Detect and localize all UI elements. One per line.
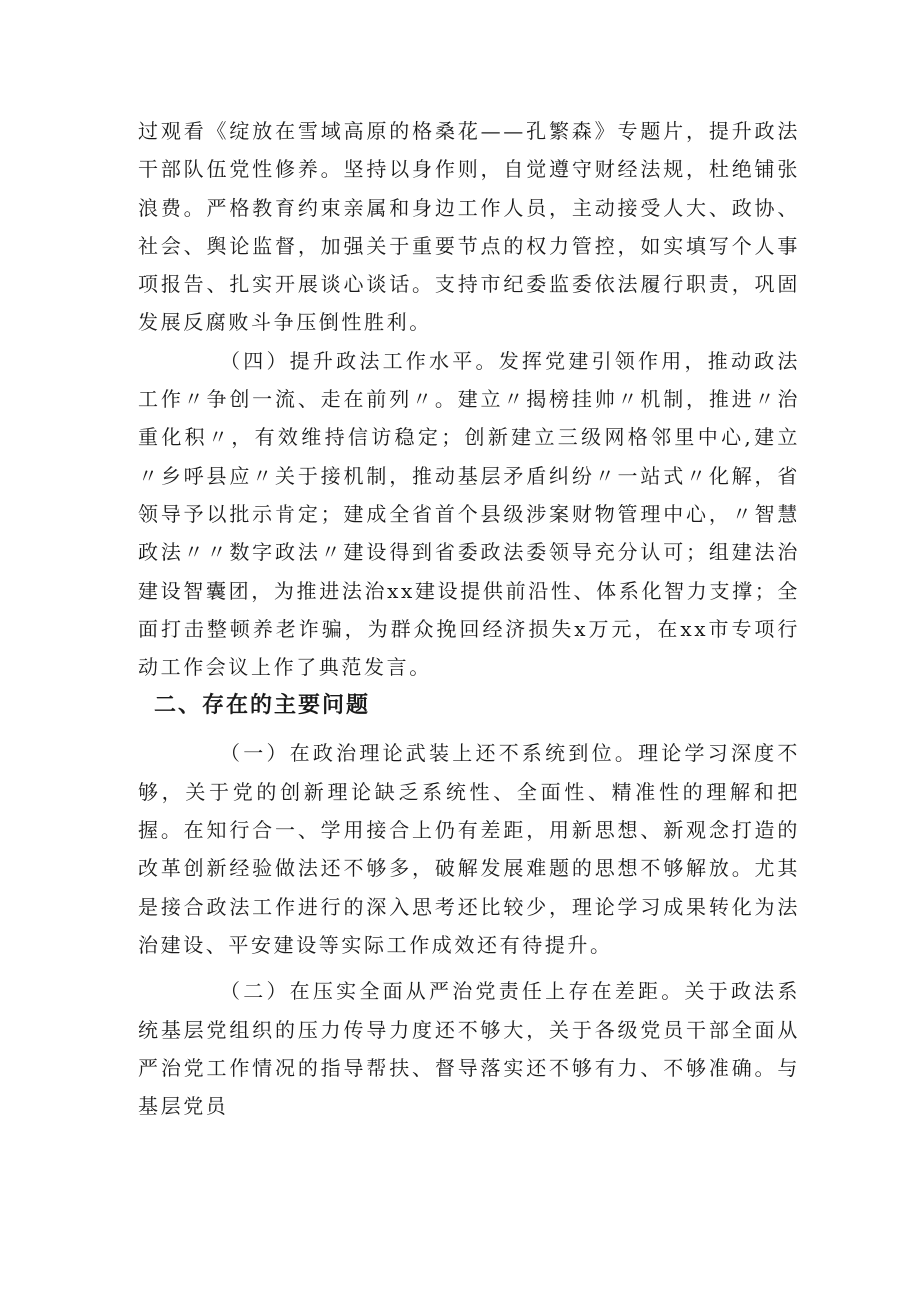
document-page [138, 112, 800, 1125]
section-heading: 二、存在的主要问题 [154, 693, 371, 719]
paragraph-problem-one: （一）在政治理论武装上还不系统到位。理论学习深度不够，关于党的创新理论缺乏系统性、全面性、精准性的理解和把握。在知行合一、学用接合上仍有差距，用新思想、新观念打造的改革创新经验做法还不够多，破解发展难题的思想不够解放。尤其是接合政法工作进行的深入思考还比较少，理论学习成果转化为法治建设、平安建设等实际工作成效还有待提升。 [138, 741, 800, 957]
paragraph-item-four: （四）提升政法工作水平。发挥党建引领作用，推动政法工作〃争创一流、走在前列〃。建立〃揭榜挂帅〃机制，推进〃治重化积〃，有效维持信访稳定；创新建立三级网格邻里中心,建立〃乡呼县应〃关于接机制，推动基层矛盾纠纷〃一站式〃化解，省领导予以批示肯定；建成全省首个县级涉案财物管理中心，〃智慧政法〃〃数字政法〃建设得到省委政法委领导充分认可；组建法治建设智囊团，为推进法治xx建设提供前沿性、体系化智力支撑；全面打击整顿养老诈骗，为群众挽回经济损失x万元，在xx市专项行动工作会议上作了典范发言。 [138, 348, 800, 680]
paragraph-continuation: 过观看《绽放在雪域高原的格桑花——孔繁森》专题片，提升政法干部队伍党性修养。坚持以身作则，自觉遵守财经法规，杜绝铺张浪费。严格教育约束亲属和身边工作人员，主动接受人大、政协、社会、舆论监督，加强关于重要节点的权力管控，如实填写个人事项报告、扎实开展谈心谈话。支持市纪委监委依法履行职责，巩固发展反腐败斗争压倒性胜利。 [138, 119, 800, 335]
paragraph-problem-two: （二）在压实全面从严治党责任上存在差距。关于政法系统基层党组织的压力传导力度还不够大，关于各级党员干部全面从严治党工作情况的指导帮扶、督导落实还不够有力、不够准确。与基层党员 [138, 979, 800, 1119]
